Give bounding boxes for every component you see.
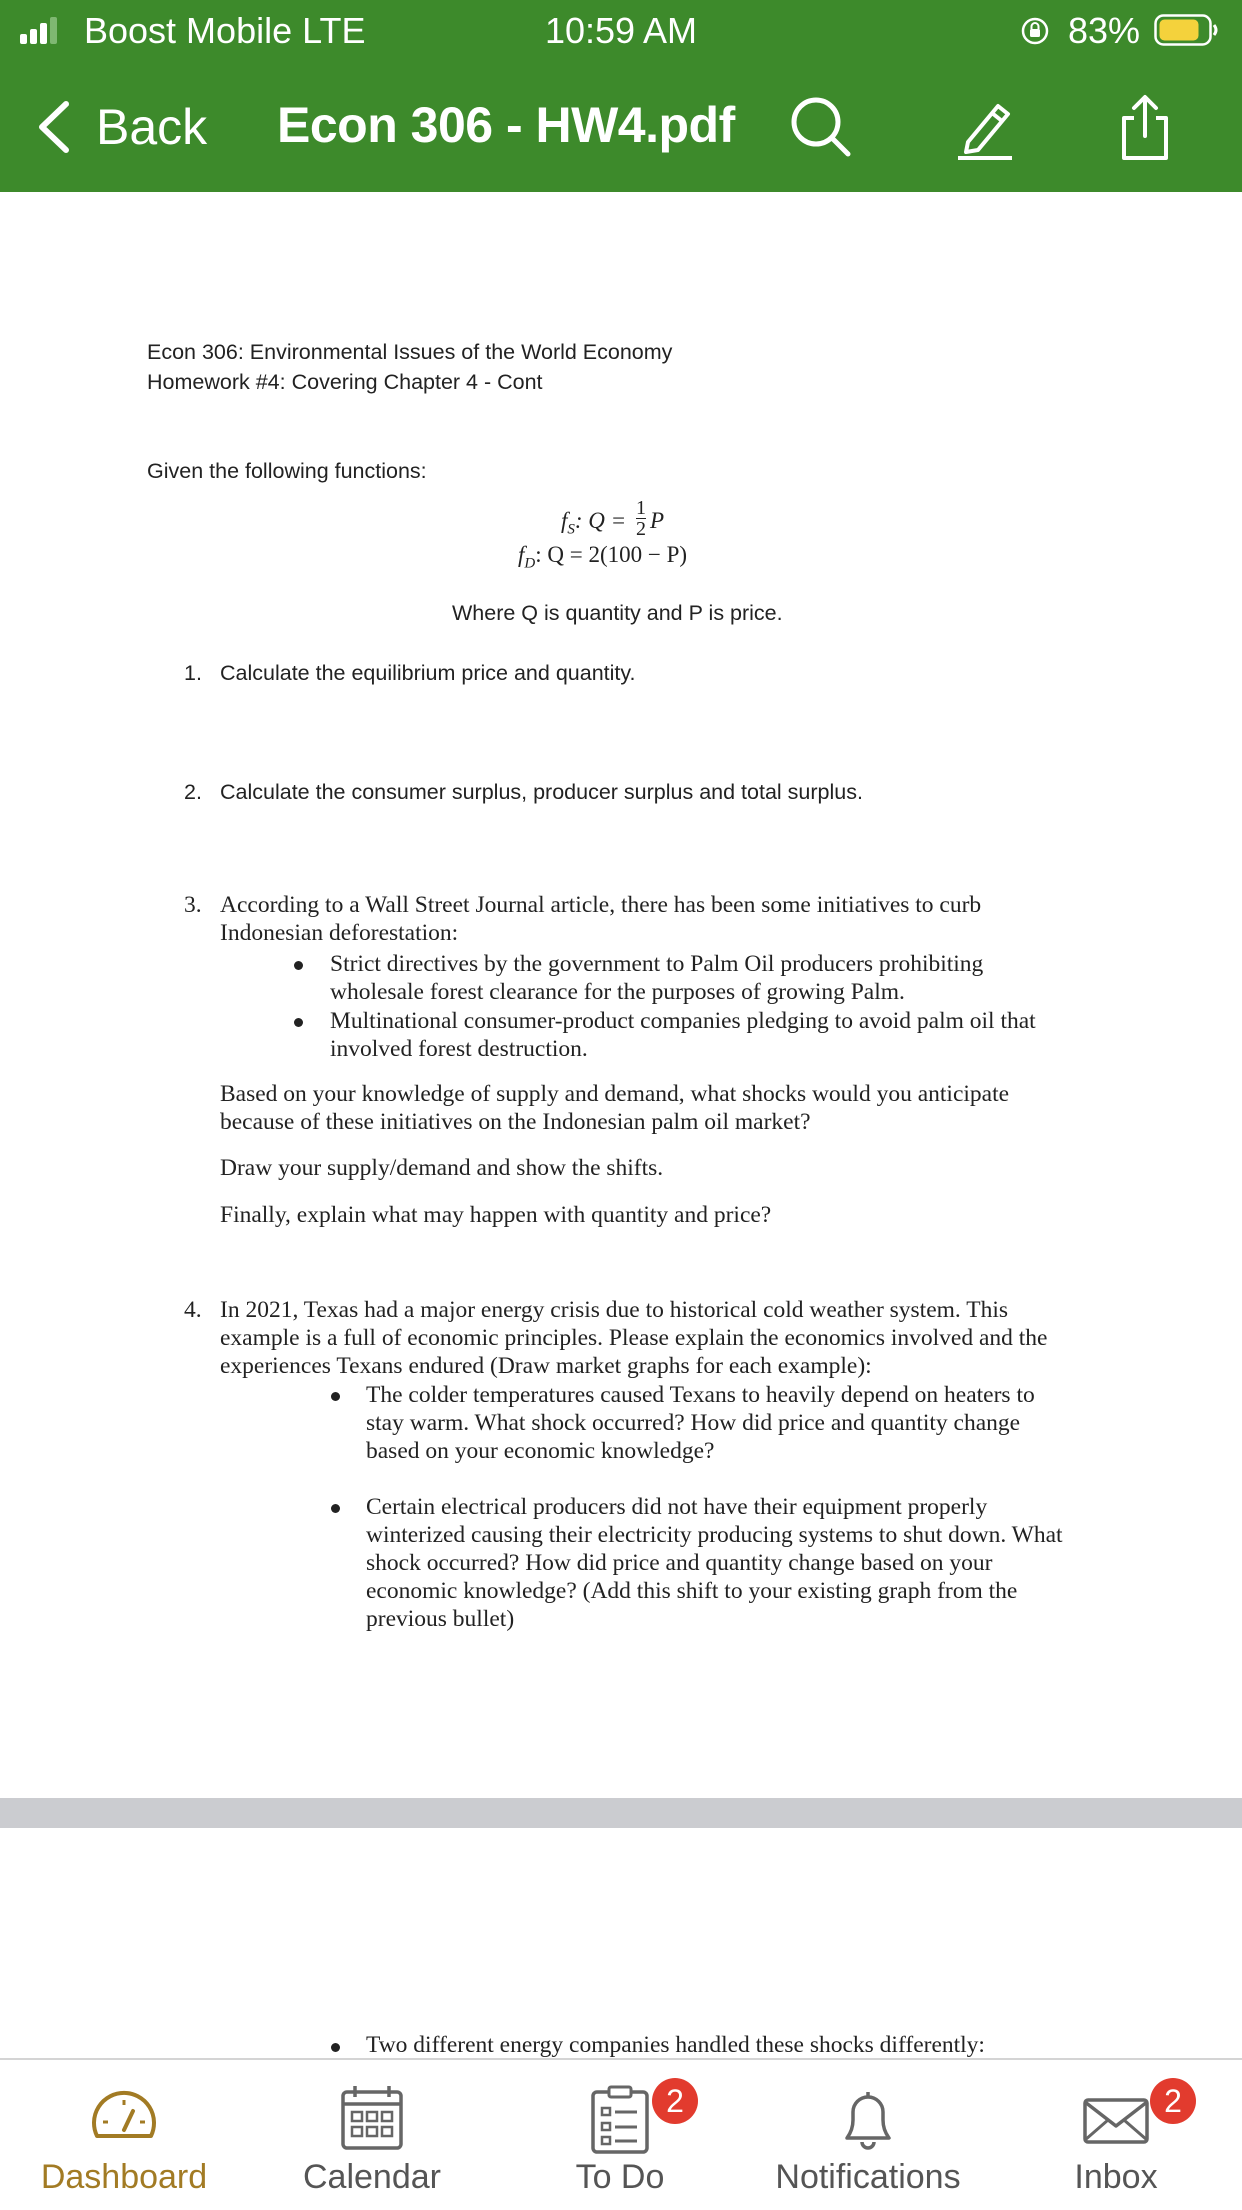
back-label: Back xyxy=(96,99,208,155)
tab-label: Notifications xyxy=(775,2158,961,2196)
inbox-badge: 2 xyxy=(1150,2078,1196,2124)
q4-bullet-3-line-1: Two different energy companies handled these shocks differently: xyxy=(366,2032,985,2058)
rotation-lock-icon xyxy=(1020,16,1050,46)
fraction-numerator: 1 xyxy=(635,497,646,519)
dashboard-gauge-icon xyxy=(89,2084,159,2154)
q4-bullet-2-line-3: shock occurred? How did price and quantity change based on your xyxy=(366,1550,993,1576)
bullet-dot xyxy=(294,961,303,970)
todo-clipboard-icon xyxy=(585,2084,655,2154)
q4-bullet-2-line-2: winterized causing their electricity producing systems to shut down. What xyxy=(366,1522,1063,1548)
q4-bullet-1-line-2: stay warm. What shock occurred? How did price and quantity change xyxy=(366,1410,1021,1436)
q1-text: Calculate the equilibrium price and quantity. xyxy=(220,661,636,685)
inbox-envelope-icon xyxy=(1081,2084,1151,2154)
bullet-dot xyxy=(331,1392,340,1401)
battery-icon xyxy=(1154,14,1218,46)
pdf-page xyxy=(0,192,1242,1798)
variable-definition: Where Q is quantity and P is price. xyxy=(452,601,783,625)
page-separator xyxy=(0,1798,1242,1828)
doc-header-course: Econ 306: Environmental Issues of the World Economy xyxy=(147,340,673,364)
q4-line-1: In 2021, Texas had a major energy crisis due to historical cold weather system. This xyxy=(220,1297,1009,1323)
tab-label: Calendar xyxy=(303,2158,441,2196)
top-bar xyxy=(0,0,1242,192)
q3-number: 3. xyxy=(184,892,202,918)
given-label: Given the following functions: xyxy=(147,459,427,483)
q4-bullet-1-line-1: The colder temperatures caused Texans to heavily depend on heaters to xyxy=(366,1382,1035,1408)
carrier-label: Boost Mobile LTE xyxy=(84,10,366,51)
bullet-dot xyxy=(331,1504,340,1513)
supply-sub: S xyxy=(567,521,575,538)
q3-para-2: Draw your supply/demand and show the shifts. xyxy=(220,1155,664,1181)
supply-equation xyxy=(561,497,664,543)
bell-icon xyxy=(833,2084,903,2154)
q3-bullet-2-line-1: Multinational consumer-product companies pledging to avoid palm oil that xyxy=(330,1008,1036,1034)
share-icon[interactable] xyxy=(1110,92,1180,162)
q2-text: Calculate the consumer surplus, producer surplus and total surplus. xyxy=(220,780,863,804)
tab-bar xyxy=(0,2058,1242,2208)
document-title: Econ 306 - HW4.pdf xyxy=(277,97,735,153)
q4-bullet-2-line-4: economic knowledge? (Add this shift to your existing graph from the xyxy=(366,1578,1018,1604)
q3-line-1: According to a Wall Street Journal article, there has been some initiatives to curb xyxy=(220,892,982,918)
q4-bullet-1-line-3: based on your economic knowledge? xyxy=(366,1438,715,1464)
demand-fn: f xyxy=(518,542,525,567)
chevron-left-icon xyxy=(34,98,74,156)
search-icon[interactable] xyxy=(786,92,856,162)
calendar-icon xyxy=(337,2084,407,2154)
supply-body: : Q = xyxy=(574,507,627,533)
tab-notifications[interactable] xyxy=(744,2060,992,2210)
q3-para-3: Finally, explain what may happen with quantity and price? xyxy=(220,1202,772,1228)
tab-dashboard[interactable] xyxy=(0,2060,248,2210)
battery-percentage: 83% xyxy=(1068,10,1141,51)
q4-number: 4. xyxy=(184,1297,202,1323)
tab-inbox[interactable] xyxy=(992,2060,1240,2210)
q4-line-2: example is a full of economic principles. Please explain the economics involved and the xyxy=(220,1325,1048,1351)
q3-para-1-line-1: Based on your knowledge of supply and demand, what shocks would you anticipate xyxy=(220,1081,1010,1107)
tab-label: To Do xyxy=(575,2158,665,2196)
q3-line-2: Indonesian deforestation: xyxy=(220,920,459,946)
status-bar xyxy=(0,0,1242,62)
doc-header-homework: Homework #4: Covering Chapter 4 - Cont xyxy=(147,370,543,394)
q2-number: 2. xyxy=(184,780,202,804)
demand-equation xyxy=(518,542,687,573)
annotate-pen-icon[interactable] xyxy=(950,92,1020,162)
demand-sub: D xyxy=(524,555,536,572)
fraction-denominator: 2 xyxy=(635,518,646,540)
q1-number: 1. xyxy=(184,661,202,685)
supply-fn: f xyxy=(561,507,568,533)
supply-fraction xyxy=(636,498,646,539)
q3-bullet-2-line-2: involved forest destruction. xyxy=(330,1036,588,1062)
todo-badge: 2 xyxy=(652,2078,698,2124)
clock: 10:59 AM xyxy=(544,10,698,51)
tab-label: Dashboard xyxy=(40,2158,208,2196)
q3-bullet-1-line-1: Strict directives by the government to Palm Oil producers prohibiting xyxy=(330,951,984,977)
q3-para-1-line-2: because of these initiatives on the Indonesian palm oil market? xyxy=(220,1109,811,1135)
q4-line-3: experiences Texans endured (Draw market graphs for each example): xyxy=(220,1353,872,1379)
navigation-bar xyxy=(0,86,1242,172)
back-button[interactable] xyxy=(34,94,207,160)
q3-bullet-1-line-2: wholesale forest clearance for the purposes of growing Palm. xyxy=(330,979,905,1005)
tab-todo[interactable] xyxy=(496,2060,744,2210)
tab-calendar[interactable] xyxy=(248,2060,496,2210)
bullet-dot xyxy=(331,2043,340,2052)
demand-body: : Q = 2(100 − P) xyxy=(535,542,688,567)
q4-bullet-2-line-1: Certain electrical producers did not have their equipment properly xyxy=(366,1494,988,1520)
bullet-dot xyxy=(294,1018,303,1027)
q4-bullet-2-line-5: previous bullet) xyxy=(366,1606,515,1632)
tab-label: Inbox xyxy=(1074,2158,1158,2196)
supply-var: P xyxy=(649,507,664,533)
pdf-page-2 xyxy=(0,1828,1242,2058)
